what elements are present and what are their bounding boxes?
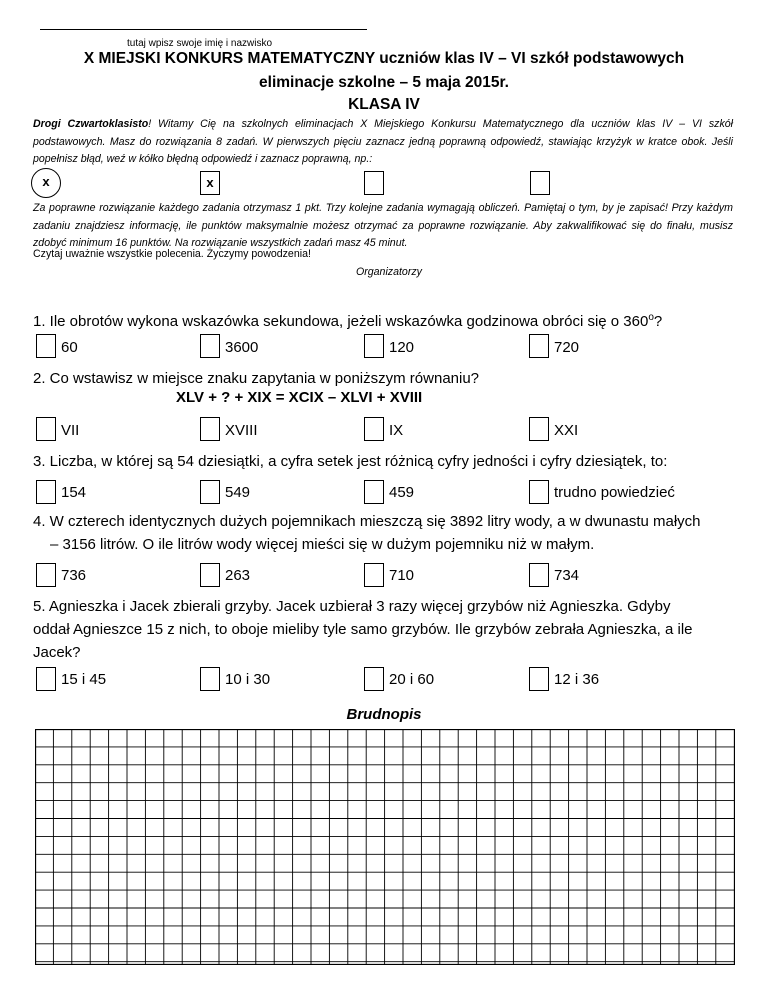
answer-option: 736 [61,567,87,584]
answer-option: 15 i 45 [61,671,107,688]
good-luck-text: Czytaj uważnie wszystkie polecenia. Życzymy powodzenia! [33,248,311,260]
roman-equation: XLV + ? + XIX = XCIX – XLVI + XVIII [176,389,423,406]
answer-option: 60 [61,339,78,356]
question-1: 1. Ile obrotów wykona wskazówka sekundowa, jeżeli wskazówka godzinowa obróci się o 360$^o$? [33,312,663,330]
scratch-grid[interactable] [35,729,735,965]
name-caption: tutaj wpisz swoje imię i nazwisko [127,38,273,49]
answer-checkbox[interactable] [200,417,220,441]
example-box-empty [530,171,550,195]
scratch-title: Brudnopis [346,706,422,723]
answer-option: trudno powiedzieć [554,484,675,501]
question-5-line-3: Jacek? [33,644,81,661]
answer-option: 710 [389,567,415,584]
answer-checkbox[interactable] [36,334,56,358]
answer-option: 3600 [225,339,259,356]
answer-option: 720 [554,339,580,356]
answer-checkbox[interactable] [200,480,220,504]
organizers-signature: Organizatorzy [356,266,422,278]
answer-checkbox[interactable] [364,480,384,504]
answer-option: XXI [554,422,579,439]
answer-checkbox[interactable] [200,667,220,691]
answer-checkbox[interactable] [36,417,56,441]
answer-checkbox[interactable] [200,334,220,358]
rules-paragraph: Za poprawne rozwiązanie każdego zadania otrzymasz 1 pkt. Trzy kolejne zadania wymagają obliczeń. Pamiętaj o tym, by je zapisać! Przy każdym zadaniu znajdziesz informację, ile punktów maksymalnie możesz otrzymać za poprawne rozwiązanie. Aby zakwalifikować się do finału, musisz zdobyć minimum 16 punktów. Na rozwiązanie wszystkich zadań masz 45 minut. [33,202,733,249]
question-5-line-2: oddał Agnieszce 15 z nich, to oboje mieliby tyle samo grzybów. Ile grzybów zebrała Agnieszka, a ile [33,621,693,638]
answer-checkbox[interactable] [529,334,549,358]
answer-option: 20 i 60 [389,671,435,688]
answer-option: 12 i 36 [554,671,600,688]
example-box-marked: x [200,171,220,195]
example-box-circled: x [42,174,50,189]
answer-option: 459 [389,484,415,501]
answer-checkbox[interactable] [529,417,549,441]
answer-checkbox[interactable] [529,563,549,587]
answer-option: XVIII [225,422,258,439]
question-5-line-1: 5. Agnieszka i Jacek zbierali grzyby. Jacek uzbierał 3 razy więcej grzybów niż Agnieszka. Gdyby [33,598,671,615]
answer-checkbox[interactable] [529,667,549,691]
question-2: 2. Co wstawisz w miejsce znaku zapytania w poniższym równaniu? [33,370,480,387]
answer-option: 263 [225,567,251,584]
question-4-line-2: – 3156 litrów. O ile litrów wody więcej mieści się w dużym pojemniku niż w małym. [50,536,595,553]
answer-checkbox[interactable] [364,667,384,691]
answer-checkbox[interactable] [529,480,549,504]
contest-title: X MIEJSKI KONKURS MATEMATYCZNY uczniów klas IV – VI szkół podstawowych [83,50,685,67]
question-4-line-1: 4. W czterech identycznych dużych pojemnikach mieszczą się 3892 litry wody, a w dwunastu małych [33,513,701,530]
contest-subtitle: eliminacje szkolne – 5 maja 2015r. [259,74,509,91]
intro-text: ! Witamy Cię na szkolnych eliminacjach X Miejskiego Konkursu Matematycznego dla uczniów klas IV – VI szkół podstawowych. Masz do rozwiązania 8 zadań. W pierwszych pięciu zaznacz jedną poprawną odpowiedź, stawiając krzyżyk w kratce obok. Jeśli popełnisz błąd, weź w kółko błędną odpowiedź i zaznacz poprawną, np.: [33,118,733,165]
answer-option: 734 [554,567,580,584]
greeting: Drogi Czwartoklasisto [33,118,149,130]
answer-option: 10 i 30 [225,671,271,688]
example-box-empty [364,171,384,195]
answer-checkbox[interactable] [200,563,220,587]
answer-checkbox[interactable] [364,417,384,441]
answer-checkbox[interactable] [36,667,56,691]
answer-option: IX [389,422,404,439]
answer-option: 120 [389,339,415,356]
answer-checkbox[interactable] [36,480,56,504]
answer-option: 154 [61,484,87,501]
answer-checkbox[interactable] [364,334,384,358]
name-line[interactable] [40,29,367,30]
intro-paragraph [33,116,733,169]
answer-option: 549 [225,484,251,501]
question-3: 3. Liczba, w której są 54 dziesiątki, a cyfra setek jest różnicą cyfry jedności i cyfry dziesiątek, to: [33,453,668,470]
answer-checkbox[interactable] [36,563,56,587]
class-label: KLASA IV [348,96,420,113]
answer-option: VII [61,422,80,439]
answer-checkbox[interactable] [364,563,384,587]
